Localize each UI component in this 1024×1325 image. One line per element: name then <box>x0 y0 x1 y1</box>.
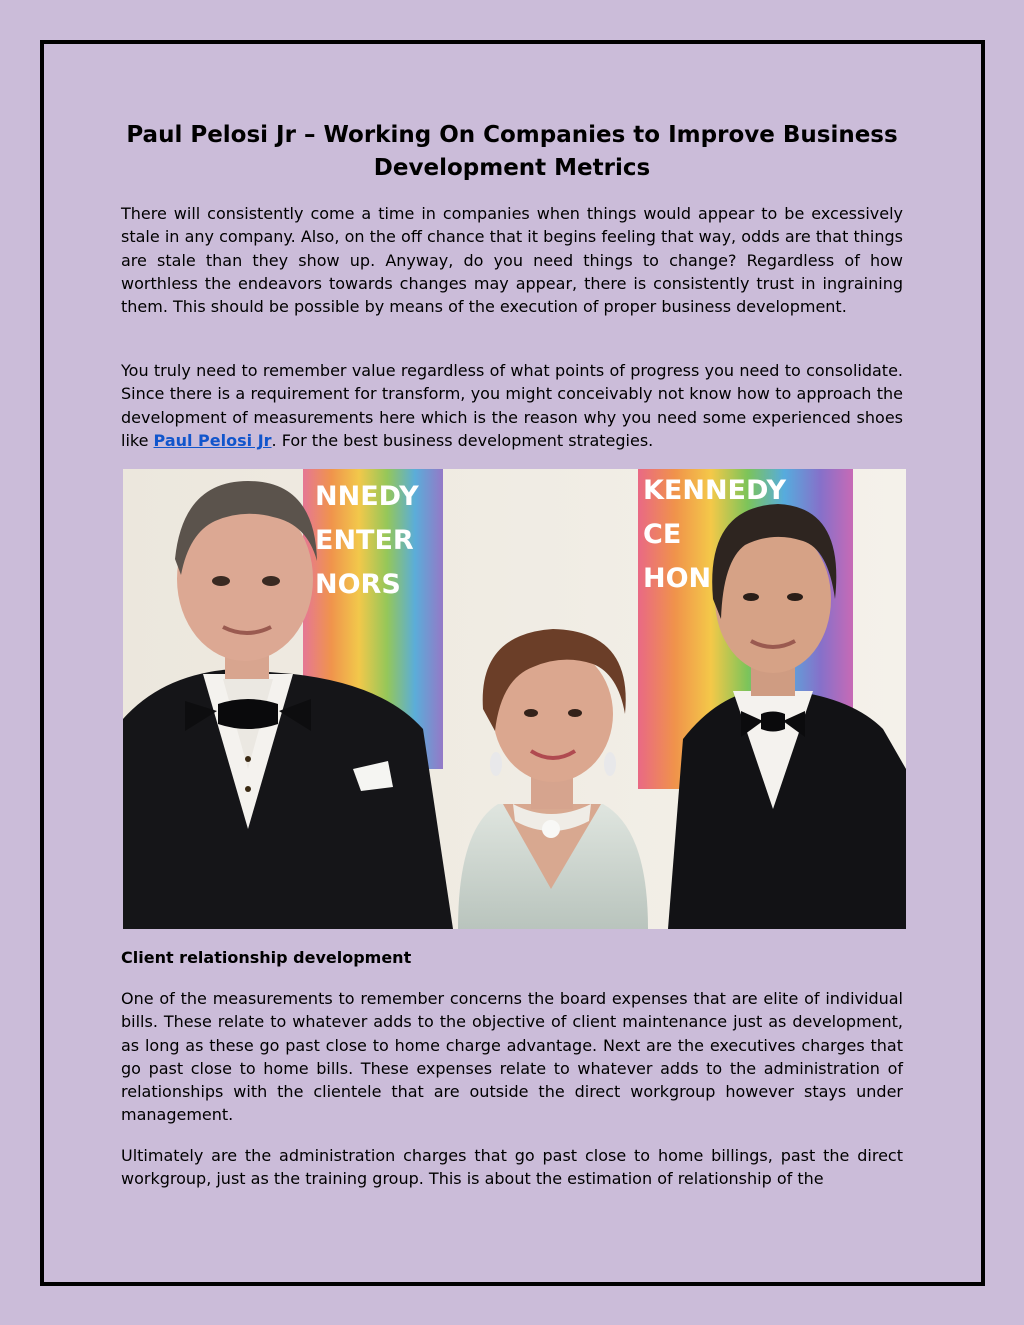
section-heading-client-relationship: Client relationship development <box>121 948 412 967</box>
paragraph-administration: Ultimately are the administration charges that go past close to home billings, past the direct workgroup, just as the training group. This is about the estimation of relationship of the <box>121 1146 903 1189</box>
paragraph-intro: There will consistently come a time in companies when things would appear to be excessively stale in any company. Also, on the off chance that it begins feeling that way, odds are that things are stale than they show up. Anyway, do you need things to change? Regardless of how worthless the endeavors towards changes may appear, there is consistently trust in ingraining them. This should be possible by means of the execution of proper business development. <box>121 204 903 317</box>
banner-right-line-2: CE <box>643 519 682 550</box>
banner-right-line-1: KENNEDY <box>643 475 787 506</box>
paul-pelosi-jr-link[interactable]: Paul Pelosi Jr <box>153 430 272 450</box>
banner-right-line-3: HON <box>643 563 712 594</box>
paragraph-text-after-link: . For the best business development strategies. <box>271 430 654 450</box>
event-photo <box>123 469 906 929</box>
article-title: Paul Pelosi Jr – Working On Companies to Improve Business Development Metrics <box>126 122 898 181</box>
banner-left-line-3: NORS <box>315 569 401 600</box>
banner-left-line-2: ENTER <box>315 525 414 556</box>
paragraph-consolidate <box>121 359 903 452</box>
banner-left-line-1: NNEDY <box>315 481 419 512</box>
photo-illustration <box>123 469 906 929</box>
paragraph-measurements: One of the measurements to remember concerns the board expenses that are elite of individual bills. These relate to whatever adds to the objective of client maintenance just as development, as long as these go past close to home charge advantage. Next are the executives charges that go past close to home bills. These expenses relate to whatever adds to the administration of relationships with the clientele that are outside the direct workgroup however stays under management. <box>121 989 903 1125</box>
paragraph-text-before-link: You truly need to remember value regardless of what points of progress you need to consolidate. Since there is a requirement for transform, you might conceivably not know how to approach the development of measurements here which is the reason why you need some experienced shoes like <box>121 361 903 450</box>
